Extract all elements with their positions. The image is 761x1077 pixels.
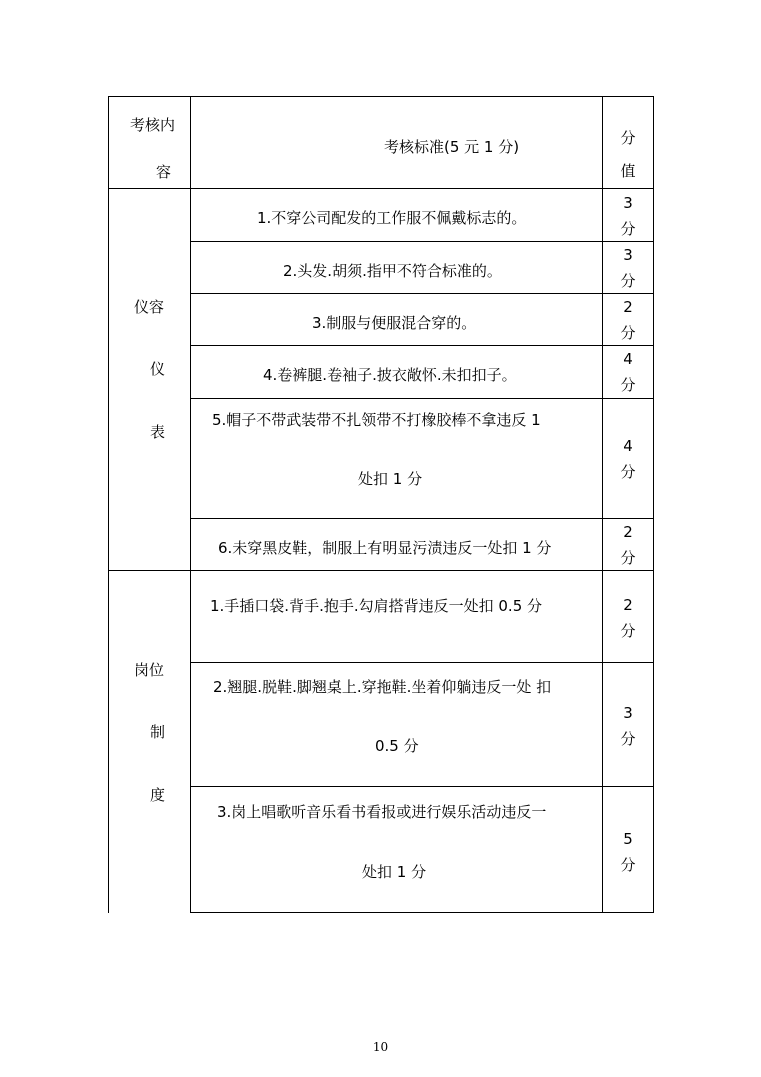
category-label: 表	[150, 423, 166, 441]
category-label: 度	[150, 786, 166, 804]
category-label: 制	[150, 723, 166, 741]
score-value	[603, 346, 653, 398]
score-value	[603, 190, 653, 242]
criterion-text: 0.5 分	[375, 737, 419, 755]
row-divider	[190, 518, 653, 519]
score-unit: 分	[620, 549, 636, 567]
column-divider-1	[190, 96, 191, 913]
criterion-text: 5.帽子不带武装带不扎领带不打橡胶棒不拿违反 1	[212, 411, 541, 429]
table-border-bottom	[190, 912, 653, 913]
score-value	[603, 519, 653, 571]
category-label: 仪容	[134, 298, 165, 316]
row-divider	[190, 662, 653, 663]
score-unit: 分	[620, 856, 636, 874]
row-divider	[190, 345, 653, 346]
table-border-right	[653, 96, 654, 913]
score-number: 2	[623, 298, 633, 316]
score-number: 2	[623, 523, 633, 541]
score-value	[603, 433, 653, 485]
criterion-text: 3.岗上唱歌听音乐看书看报或进行娱乐活动违反一	[217, 803, 547, 821]
score-number: 3	[623, 194, 633, 212]
category-label: 仪	[150, 360, 166, 378]
row-divider	[190, 293, 653, 294]
score-value	[603, 294, 653, 346]
score-unit: 分	[620, 272, 636, 290]
category-label: 岗位	[134, 661, 165, 679]
page-number: 10	[372, 1040, 389, 1054]
row-divider	[190, 786, 653, 787]
score-value	[603, 826, 653, 878]
header-standard-label: 考核标准(5 元 1 分)	[384, 138, 520, 156]
criterion-text: 2.头发.胡须.指甲不符合标准的。	[283, 262, 502, 280]
criterion-text: 处扣 1 分	[358, 470, 423, 488]
header-content-label-1: 考核内	[130, 116, 176, 134]
row-divider	[190, 398, 653, 399]
score-unit: 分	[620, 220, 636, 238]
score-number: 3	[623, 246, 633, 264]
score-number: 2	[623, 596, 633, 614]
score-number: 3	[623, 704, 633, 722]
score-number: 5	[623, 830, 633, 848]
score-unit: 分	[620, 622, 636, 640]
criterion-text: 1.手插口袋.背手.抱手.勾肩搭背违反一处扣 0.5 分	[210, 597, 543, 615]
row-divider	[190, 241, 653, 242]
header-score-label-2: 值	[620, 162, 636, 180]
score-unit: 分	[620, 324, 636, 342]
score-unit: 分	[620, 463, 636, 481]
criterion-text: 处扣 1 分	[362, 863, 427, 881]
criterion-text: 2.翘腿.脱鞋.脚翘桌上.穿拖鞋.坐着仰躺违反一处 扣	[213, 678, 552, 696]
score-number: 4	[623, 350, 633, 368]
header-content-label-2: 容	[156, 163, 172, 181]
criterion-text: 3.制服与便服混合穿的。	[312, 314, 477, 332]
header-score-label-1: 分	[620, 129, 636, 147]
score-unit: 分	[620, 376, 636, 394]
criterion-text: 6.未穿黑皮鞋，制服上有明显污渍违反一处扣 1 分	[218, 539, 552, 557]
score-unit: 分	[620, 730, 636, 748]
score-value	[603, 592, 653, 644]
criterion-text: 4.卷裤腿.卷袖子.披衣敞怀.未扣扣子。	[263, 366, 517, 384]
score-value	[603, 242, 653, 294]
criterion-text: 1.不穿公司配发的工作服不佩戴标志的。	[257, 209, 527, 227]
score-value	[603, 700, 653, 752]
table-border-left	[108, 96, 109, 913]
score-number: 4	[623, 437, 633, 455]
